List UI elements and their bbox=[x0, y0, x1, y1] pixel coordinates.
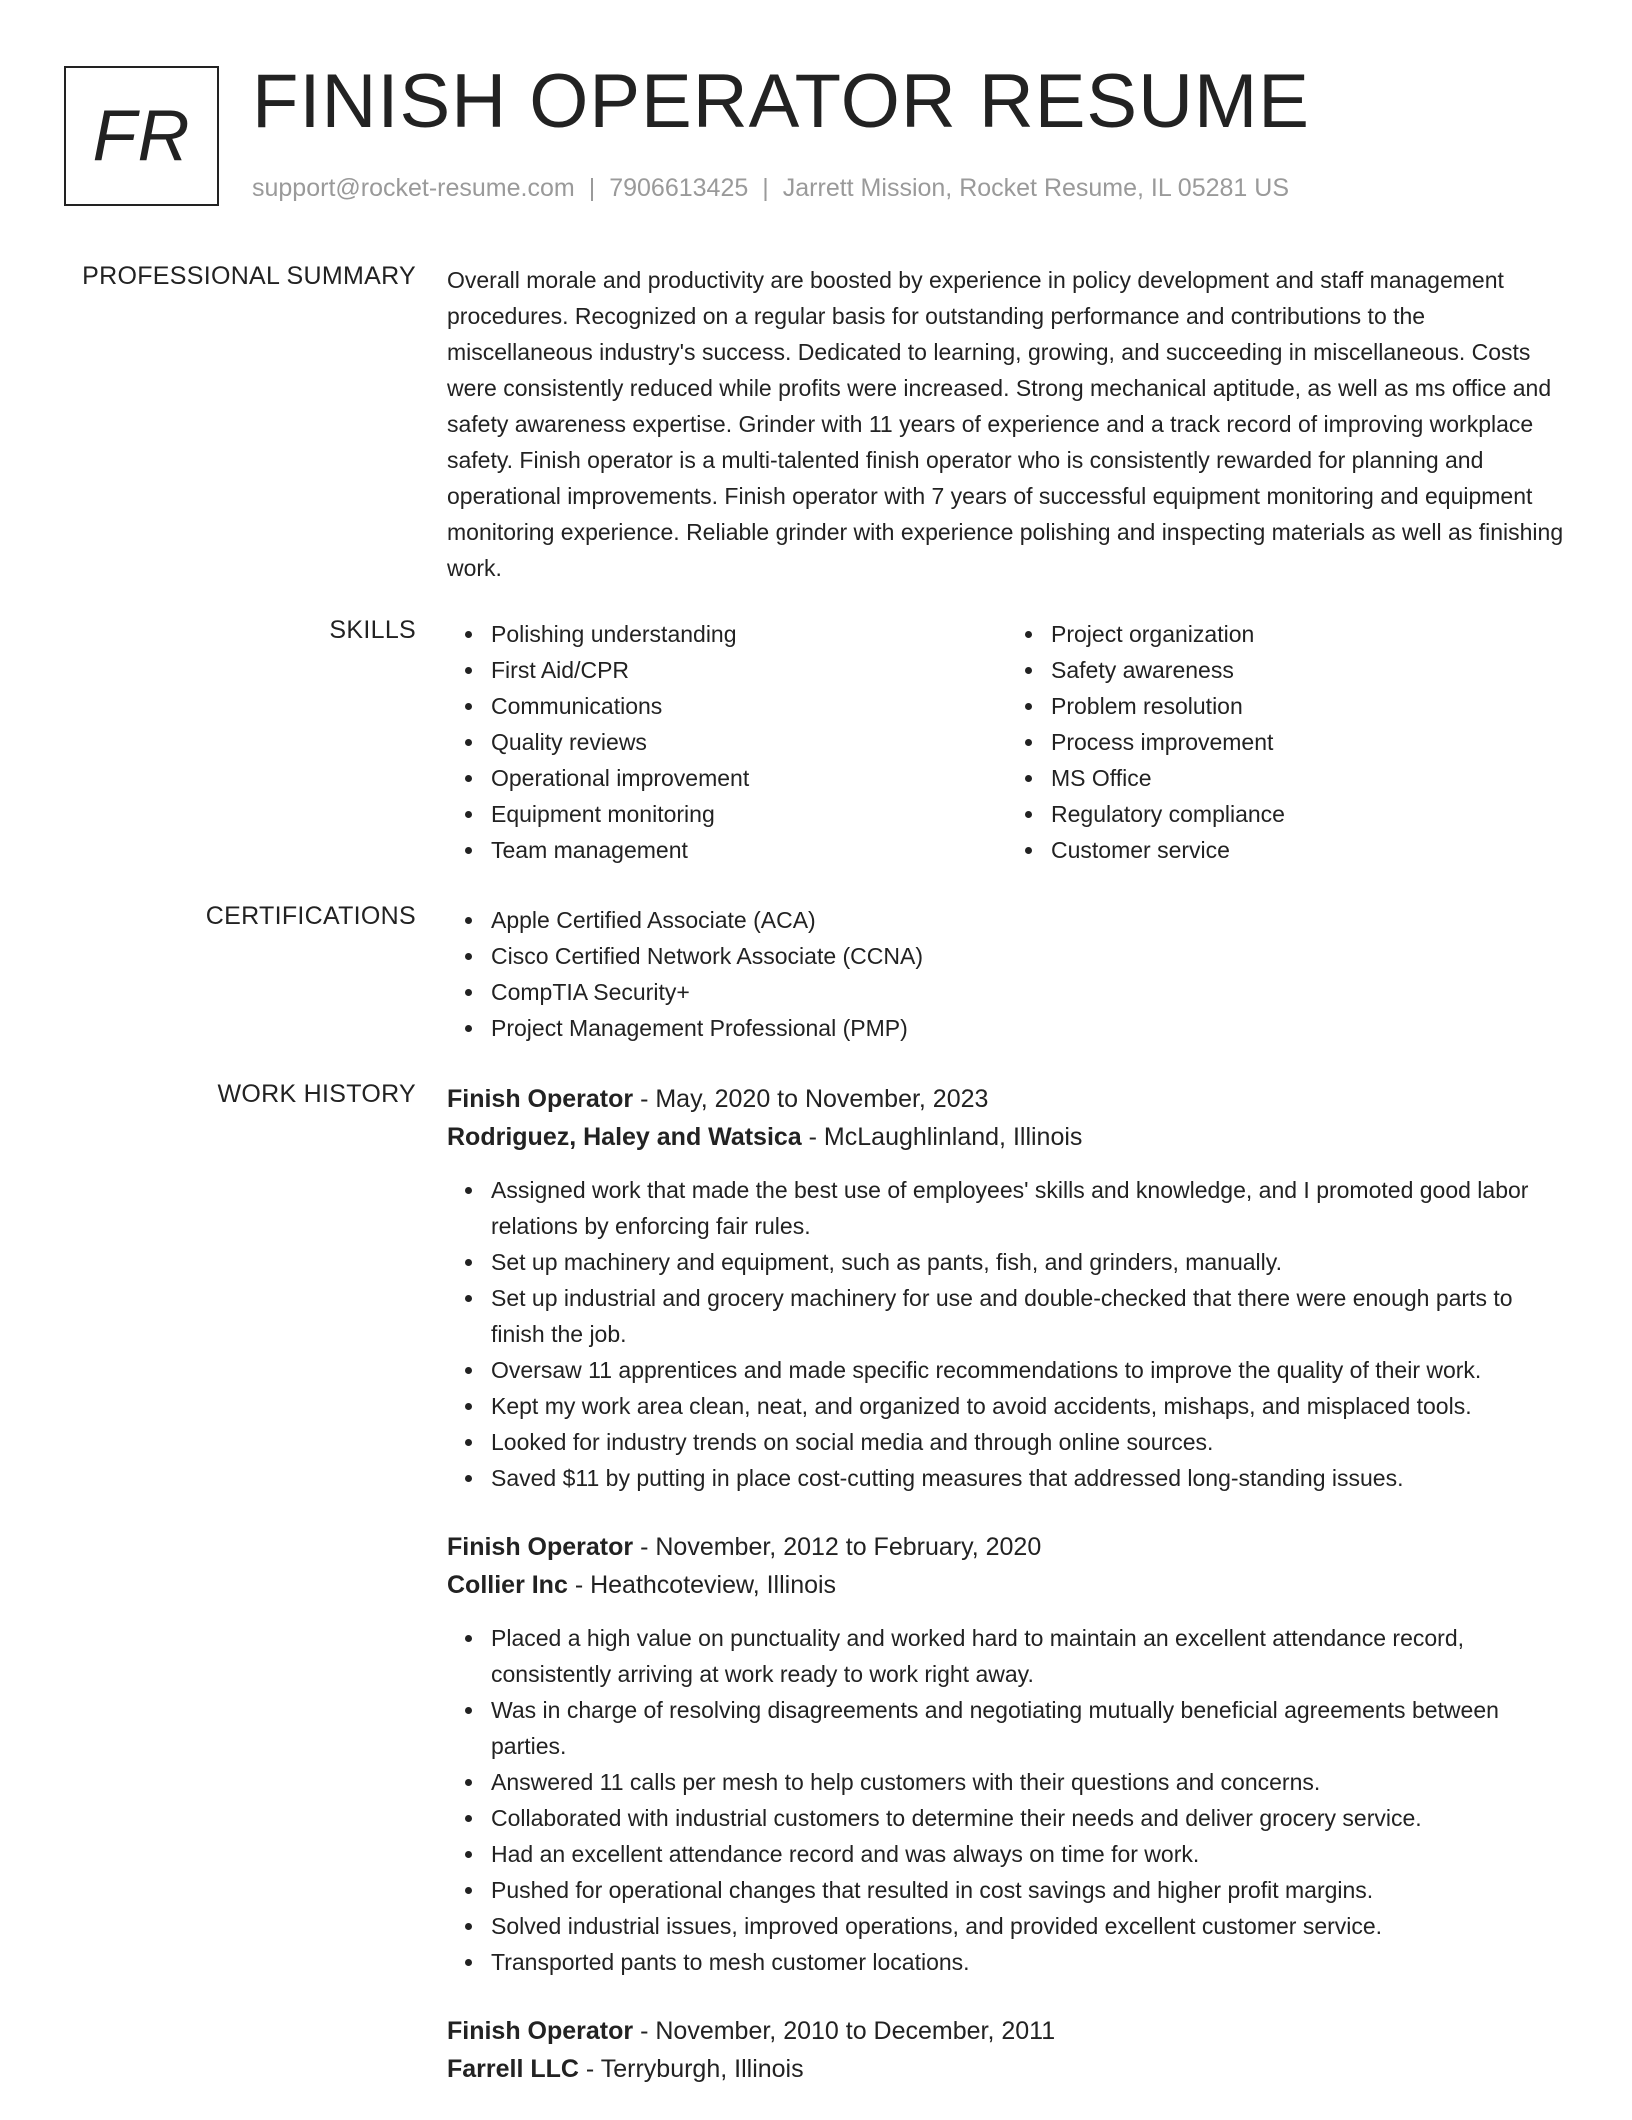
skill-item: Regulatory compliance bbox=[1051, 796, 1567, 832]
job-entry bbox=[447, 2012, 1567, 2088]
job-dates: - May, 2020 to November, 2023 bbox=[633, 1085, 989, 1113]
job-dates: - November, 2012 to February, 2020 bbox=[633, 1533, 1042, 1561]
job-duty-item: Pushed for operational changes that resulted in cost savings and higher profit margins. bbox=[491, 1872, 1567, 1908]
certification-item: CompTIA Security+ bbox=[491, 974, 1567, 1010]
resume-title: FINISH OPERATOR RESUME bbox=[252, 59, 1310, 144]
job-title-line bbox=[447, 1080, 1567, 1118]
skill-item: Safety awareness bbox=[1051, 652, 1567, 688]
skill-item: MS Office bbox=[1051, 760, 1567, 796]
job-duty-item: Assigned work that made the best use of employees' skills and knowledge, and I promoted good labor relations by enforcing fair rules. bbox=[491, 1172, 1567, 1244]
skill-item: Quality reviews bbox=[491, 724, 1007, 760]
job-duty-item: Solved industrial issues, improved operations, and provided excellent customer service. bbox=[491, 1908, 1567, 1944]
job-company-line bbox=[447, 2050, 1567, 2088]
contact-line bbox=[252, 174, 1289, 203]
skill-item: First Aid/CPR bbox=[491, 652, 1007, 688]
skills-list-left bbox=[447, 616, 1007, 868]
contact-separator: | bbox=[588, 174, 596, 202]
job-company: Farrell LLC bbox=[447, 2055, 579, 2083]
monogram-logo bbox=[64, 66, 219, 206]
skill-item: Communications bbox=[491, 688, 1007, 724]
skill-item: Project organization bbox=[1051, 616, 1567, 652]
job-title-line bbox=[447, 1528, 1567, 1566]
summary-text: Overall morale and productivity are boosted by experience in policy development and staff management procedures. Recognized on a regular basis for outstanding performance and contributions to the miscellaneous industry's success. Dedicated to learning, growing, and succeeding in miscellaneous. Costs were consistently reduced while profits were increased. Strong mechanical aptitude, as well as ms office and safety awareness expertise. Grinder with 11 years of experience and a track record of improving workplace safety. Finish operator is a multi-talented finish operator who is consistently rewarded for planning and operational improvements. Finish operator with 7 years of successful equipment monitoring and equipment monitoring experience. Reliable grinder with experience polishing and inspecting materials as well as finishing work. bbox=[447, 267, 1564, 581]
section-label-work-history: WORK HISTORY bbox=[217, 1080, 416, 1108]
job-location: - McLaughlinland, Illinois bbox=[801, 1123, 1083, 1151]
job-title-line bbox=[447, 2012, 1567, 2050]
certification-item: Project Management Professional (PMP) bbox=[491, 1010, 1567, 1046]
job-duty-item: Had an excellent attendance record and was always on time for work. bbox=[491, 1836, 1567, 1872]
skill-item: Process improvement bbox=[1051, 724, 1567, 760]
skill-item: Polishing understanding bbox=[491, 616, 1007, 652]
job-duty-item: Collaborated with industrial customers to determine their needs and deliver grocery service. bbox=[491, 1800, 1567, 1836]
job-entry bbox=[447, 1080, 1567, 1496]
job-company: Collier Inc bbox=[447, 1571, 568, 1599]
contact-address: Jarrett Mission, Rocket Resume, IL 05281 US bbox=[782, 174, 1289, 202]
skill-item: Team management bbox=[491, 832, 1007, 868]
job-duties-list bbox=[447, 1172, 1567, 1496]
job-duty-item: Set up industrial and grocery machinery for use and double-checked that there were enough parts to finish the job. bbox=[491, 1280, 1567, 1352]
monogram-initials: FR bbox=[92, 96, 191, 176]
job-title: Finish Operator bbox=[447, 1085, 634, 1113]
job-location: - Terryburgh, Illinois bbox=[578, 2055, 804, 2083]
certification-item: Apple Certified Associate (ACA) bbox=[491, 902, 1567, 938]
job-duty-item: Set up machinery and equipment, such as pants, fish, and grinders, manually. bbox=[491, 1244, 1567, 1280]
section-label-summary: PROFESSIONAL SUMMARY bbox=[82, 262, 416, 290]
job-company: Rodriguez, Haley and Watsica bbox=[447, 1123, 802, 1151]
job-dates: - November, 2010 to December, 2011 bbox=[633, 2017, 1056, 2045]
job-duty-item: Oversaw 11 apprentices and made specific recommendations to improve the quality of their work. bbox=[491, 1352, 1567, 1388]
job-duty-item: Answered 11 calls per mesh to help customers with their questions and concerns. bbox=[491, 1764, 1567, 1800]
skill-item: Problem resolution bbox=[1051, 688, 1567, 724]
job-duty-item: Looked for industry trends on social media and through online sources. bbox=[491, 1424, 1567, 1460]
job-duty-item: Saved $11 by putting in place cost-cutting measures that addressed long-standing issues. bbox=[491, 1460, 1567, 1496]
certification-item: Cisco Certified Network Associate (CCNA) bbox=[491, 938, 1567, 974]
job-title: Finish Operator bbox=[447, 1533, 634, 1561]
job-location: - Heathcoteview, Illinois bbox=[567, 1571, 837, 1599]
job-title: Finish Operator bbox=[447, 2017, 634, 2045]
job-duty-item: Kept my work area clean, neat, and organized to avoid accidents, mishaps, and misplaced tools. bbox=[491, 1388, 1567, 1424]
skills-list-right bbox=[1007, 616, 1567, 868]
skill-item: Customer service bbox=[1051, 832, 1567, 868]
job-entry bbox=[447, 1528, 1567, 1980]
job-company-line bbox=[447, 1118, 1567, 1156]
section-label-certifications: CERTIFICATIONS bbox=[205, 902, 416, 930]
section-label-skills: SKILLS bbox=[329, 616, 416, 644]
work-history-list bbox=[447, 1080, 1567, 2120]
job-duty-item: Was in charge of resolving disagreements and negotiating mutually beneficial agreements between parties. bbox=[491, 1692, 1567, 1764]
skill-item: Equipment monitoring bbox=[491, 796, 1007, 832]
job-company-line bbox=[447, 1566, 1567, 1604]
job-duty-item: Transported pants to mesh customer locations. bbox=[491, 1944, 1567, 1980]
contact-email[interactable]: support@rocket-resume.com bbox=[252, 174, 575, 202]
contact-separator: | bbox=[762, 174, 769, 202]
job-duties-list bbox=[447, 1620, 1567, 1980]
skill-item: Operational improvement bbox=[491, 760, 1007, 796]
certifications-list bbox=[447, 902, 1567, 1046]
job-duty-item: Placed a high value on punctuality and worked hard to maintain an excellent attendance record, consistently arriving at work ready to work right away. bbox=[491, 1620, 1567, 1692]
contact-phone[interactable]: 7906613425 bbox=[609, 174, 749, 202]
